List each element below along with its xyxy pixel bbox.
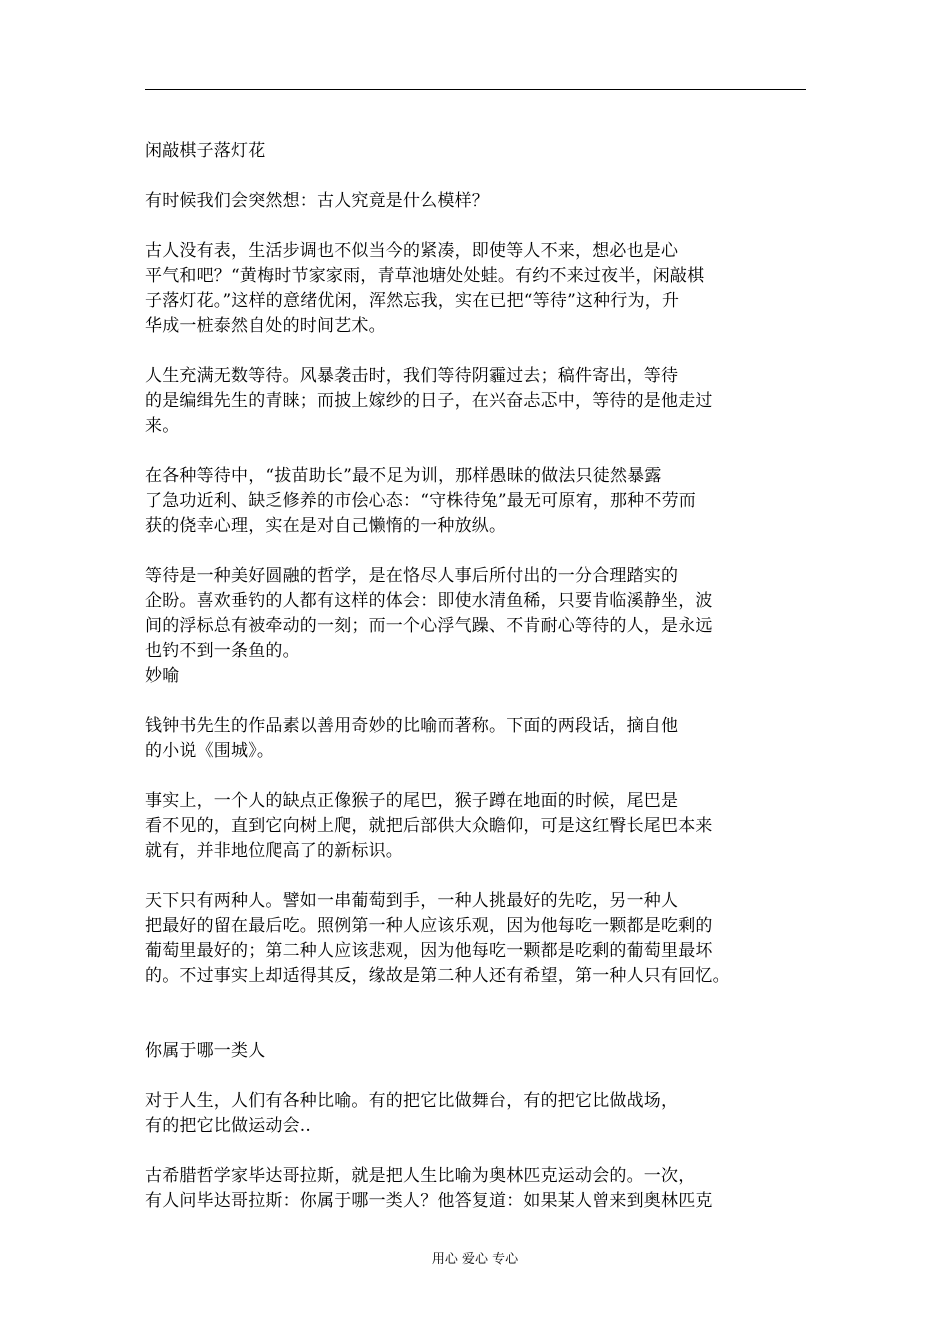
paragraph-line: 古希腊哲学家毕达哥拉斯，就是把人生比喻为奥林匹克运动会的。一次， <box>145 1166 696 1186</box>
paragraph-line: 了急功近利、缺乏修养的市侩心态：“守株待兔”最无可原宥，那种不劳而 <box>145 491 696 511</box>
paragraph-line: 钱钟书先生的作品素以善用奇妙的比喻而著称。下面的两段话，摘自他 <box>145 716 679 736</box>
spacer <box>145 1014 795 1039</box>
paragraph-line: 获的侥幸心理，实在是对自己懒惰的一种放纵。 <box>145 516 507 536</box>
spacer <box>145 539 795 564</box>
paragraph-line: 平气和吧？“黄梅时节家家雨，青草池塘处处蛙。有约不来过夜半，闲敲棋 <box>145 266 705 286</box>
paragraph-line: 就有，并非地位爬高了的新标识。 <box>145 841 403 861</box>
paragraph-line: 的。不过事实上却适得其反，缘故是第二种人还有希望，第一种人只有回忆。 <box>145 966 730 986</box>
paragraph-line: 看不见的，直到它向树上爬，就把后部供大众瞻仰，可是这红臀长尾巴本来 <box>145 816 713 836</box>
spacer <box>145 1064 795 1089</box>
paragraph-line: 天下只有两种人。譬如一串葡萄到手，一种人挑最好的先吃，另一种人 <box>145 891 679 911</box>
spacer <box>145 439 795 464</box>
spacer <box>145 689 795 714</box>
paragraph-line: 的小说《围城》。 <box>145 741 275 761</box>
document-body <box>145 139 795 1214</box>
paragraph-line: 葡萄里最好的；第二种人应该悲观，因为他每吃一颗都是吃剩的葡萄里最坏 <box>145 941 713 961</box>
paragraph-line: 来。 <box>145 416 180 436</box>
paragraph-line: 有人问毕达哥拉斯：你属于哪一类人？他答复道：如果某人曾来到奥林匹克 <box>145 1191 713 1211</box>
paragraph-line: 在各种等待中，“拔苗助长”最不足为训，那样愚昧的做法只徒然暴露 <box>145 466 662 486</box>
paragraph-line: 古人没有表，生活步调也不似当今的紧凑，即使等人不来，想必也是心 <box>145 241 679 261</box>
paragraph-line: 也钓不到一条鱼的。 <box>145 641 300 661</box>
spacer <box>145 339 795 364</box>
paragraph-line: 企盼。喜欢垂钓的人都有这样的体会：即使水清鱼稀，只要肯临溪静坐，波 <box>145 591 713 611</box>
section-title: 闲敲棋子落灯花 <box>145 141 266 161</box>
section-title: 妙喻 <box>145 666 180 686</box>
spacer <box>145 1139 795 1164</box>
header-rule <box>145 89 806 90</box>
page-footer: 用心 爱心 专心 <box>431 1252 519 1267</box>
spacer <box>145 989 795 1014</box>
paragraph-line: 人生充满无数等待。风暴袭击时，我们等待阴霾过去；稿件寄出，等待 <box>145 366 679 386</box>
spacer <box>145 214 795 239</box>
paragraph-line: 有时候我们会突然想：古人究竟是什么模样？ <box>145 191 489 211</box>
paragraph-line: 的是编缉先生的青睐；而披上嫁纱的日子，在兴奋忐忑中，等待的是他走过 <box>145 391 713 411</box>
spacer <box>145 164 795 189</box>
paragraph-line: 对于人生，人们有各种比喻。有的把它比做舞台，有的把它比做战场， <box>145 1091 679 1111</box>
section-title: 你属于哪一类人 <box>145 1041 266 1061</box>
spacer <box>145 864 795 889</box>
spacer <box>145 764 795 789</box>
paragraph-line: 子落灯花。”这样的意绪优闲，浑然忘我，实在已把“等待”这种行为，升 <box>145 291 680 311</box>
paragraph-line: 华成一桩泰然自处的时间艺术。 <box>145 316 386 336</box>
paragraph-line: 有的把它比做运动会.. <box>145 1116 312 1136</box>
paragraph-line: 事实上，一个人的缺点正像猴子的尾巴，猴子蹲在地面的时候，尾巴是 <box>145 791 679 811</box>
paragraph-line: 间的浮标总有被牵动的一刻；而一个心浮气躁、不肯耐心等待的人，是永远 <box>145 616 713 636</box>
paragraph-line: 等待是一种美好圆融的哲学，是在恪尽人事后所付出的一分合理踏实的 <box>145 566 679 586</box>
paragraph-line: 把最好的留在最后吃。照例第一种人应该乐观，因为他每吃一颗都是吃剩的 <box>145 916 713 936</box>
